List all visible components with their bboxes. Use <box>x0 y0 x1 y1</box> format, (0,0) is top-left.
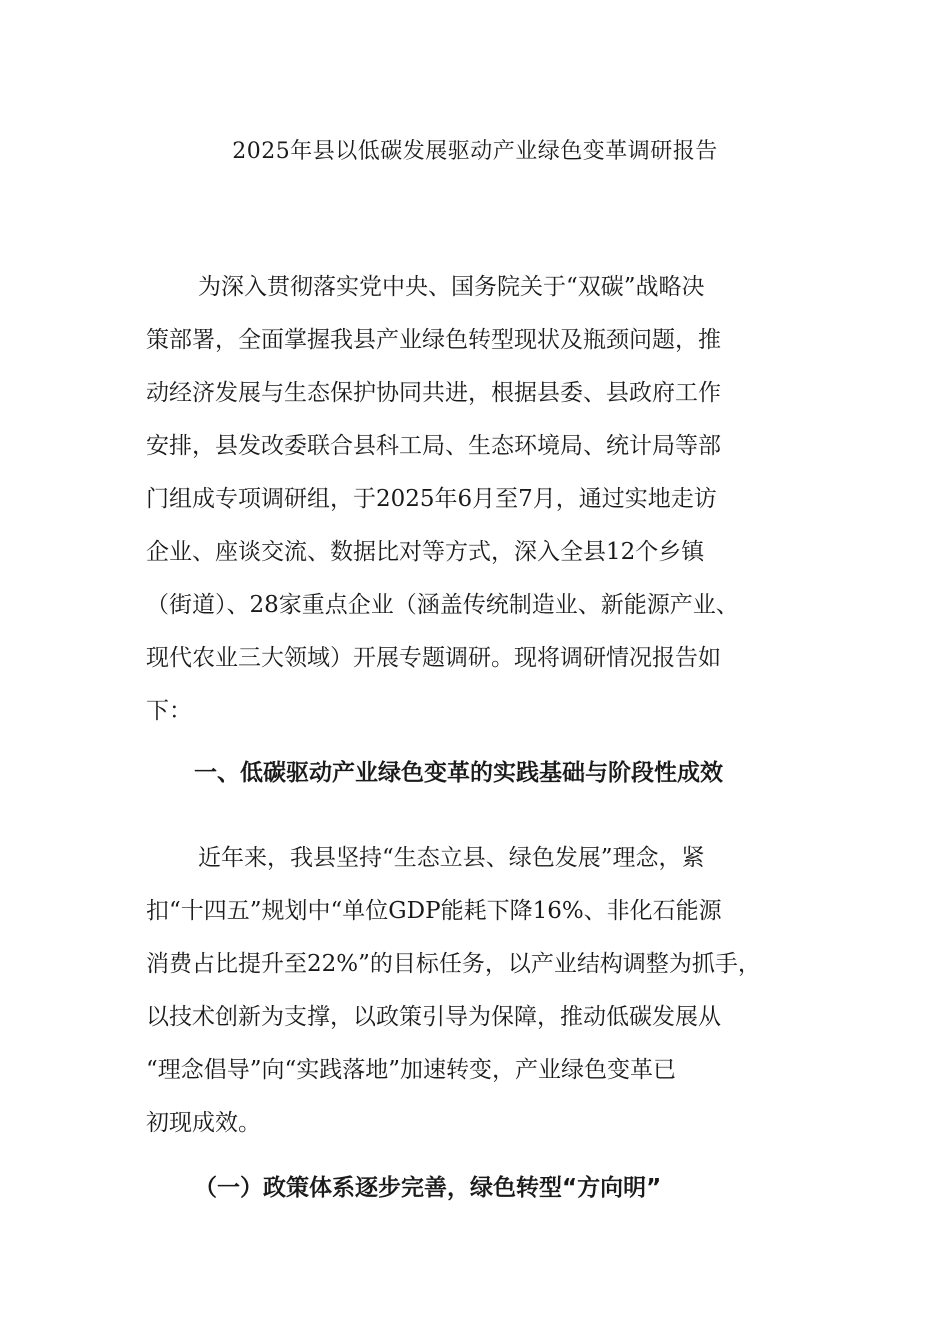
paragraph-line: 为深入贯彻落实党中央、国务院关于“双碳”战略决 <box>198 274 705 300</box>
paragraph-line: 安排，县发改委联合县科工局、生态环境局、统计局等部 <box>146 433 721 459</box>
intro-paragraph <box>146 269 806 746</box>
paragraph-line: 近年来，我县坚持“生态立县、绿色发展”理念，紧 <box>198 845 705 871</box>
paragraph-line: 初现成效。 <box>146 1110 261 1136</box>
paragraph-line: 动经济发展与生态保护协同共进，根据县委、县政府工作 <box>146 380 721 406</box>
section-heading: 一、低碳驱动产业绿色变革的实践基础与阶段性成效 <box>194 760 723 786</box>
subsection-heading: （一）政策体系逐步完善，绿色转型“方向明” <box>194 1175 662 1201</box>
paragraph-line: 企业、座谈交流、数据比对等方式，深入全县12个乡镇 <box>146 539 705 565</box>
paragraph-line: 策部署，全面掌握我县产业绿色转型现状及瓶颈问题，推 <box>146 327 721 353</box>
paragraph-line: 现代农业三大领域）开展专题调研。现将调研情况报告如 <box>146 645 721 671</box>
paragraph-line: 扣“十四五”规划中“单位GDP能耗下降16%、非化石能源 <box>146 898 722 924</box>
paragraph-line: 消费占比提升至22%”的目标任务，以产业结构调整为抓手， <box>146 951 761 977</box>
paragraph-line: （街道）、28家重点企业（涵盖传统制造业、新能源产业、 <box>146 592 739 618</box>
paragraph-line: 下： <box>146 698 192 724</box>
paragraph-line: “理念倡导”向“实践落地”加速转变，产业绿色变革已 <box>146 1057 677 1083</box>
paragraph-line: 门组成专项调研组，于2025年6月至7月，通过实地走访 <box>146 486 717 512</box>
paragraph-line: 以技术创新为支撑，以政策引导为保障，推动低碳发展从 <box>146 1004 721 1030</box>
section-paragraph <box>146 840 806 1158</box>
document-title: 2025年县以低碳发展驱动产业绿色变革调研报告 <box>232 139 718 164</box>
